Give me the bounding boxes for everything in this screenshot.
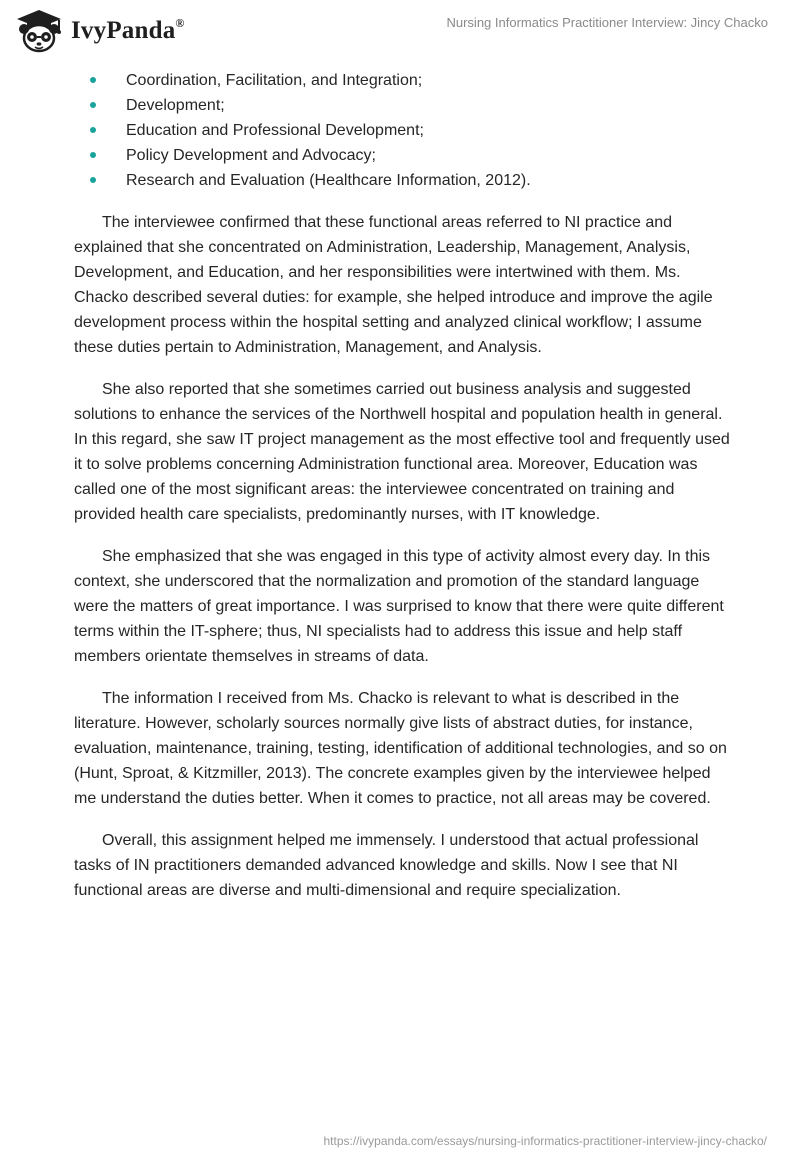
- ivypanda-logo[interactable]: [13, 9, 185, 53]
- paragraph: The interviewee confirmed that these functional areas referred to NI practice and explained that she concentrated on Administration, Leadership, Management, Analysis, Development, and Education, and her responsibilities were intertwined with them. Ms. Chacko described several duties: for example, she helped introduce and improve the agile development process within the hospital setting and analyzed clinical workflow; I assume these duties pertain to Administration, Management, and Analysis.: [74, 214, 713, 356]
- bullet-icon: [90, 77, 96, 83]
- source-url-link[interactable]: https://ivypanda.com/essays/nursing-informatics-practitioner-interview-jincy-chacko/: [323, 1134, 767, 1148]
- bullet-icon: [90, 177, 96, 183]
- list-item: Coordination, Facilitation, and Integration;: [74, 68, 734, 93]
- list-item: Development;: [74, 93, 734, 118]
- bullet-icon: [90, 152, 96, 158]
- list-item: Research and Evaluation (Healthcare Information, 2012).: [74, 168, 734, 193]
- brand-name: IvyPanda®: [71, 15, 185, 44]
- panda-graduate-icon: [13, 9, 65, 53]
- document-title: Nursing Informatics Practitioner Interview: Jincy Chacko: [446, 15, 768, 30]
- registered-mark: ®: [175, 15, 185, 30]
- paragraph: She emphasized that she was engaged in this type of activity almost every day. In this context, she underscored that the normalization and promotion of the standard language were the matters of great importance. I was surprised to know that there were quite different terms within the IT-sphere; thus, NI specialists had to address this issue and help staff members orientate themselves in streams of data.: [74, 548, 724, 665]
- paragraph: Overall, this assignment helped me immensely. I understood that actual professional tasks of IN practitioners demanded advanced knowledge and skills. Now I see that NI functional areas are diverse and multi-dimensional and require specialization.: [74, 832, 699, 899]
- paragraph: The information I received from Ms. Chacko is relevant to what is described in the literature. However, scholarly sources normally give lists of abstract duties, for instance, evaluation, maintenance, training, testing, identification of additional technologies, and so on (Hunt, Sproat, & Kitzmiller, 2013). The concrete examples given by the interviewee helped me understand the duties better. When it comes to practice, not all areas may be covered.: [74, 690, 727, 807]
- functional-areas-list: [74, 68, 734, 193]
- list-item: Education and Professional Development;: [74, 118, 734, 143]
- list-item: Policy Development and Advocacy;: [74, 143, 734, 168]
- page-header: [0, 0, 800, 60]
- essay-body: [74, 68, 734, 903]
- paragraph: She also reported that she sometimes carried out business analysis and suggested solutions to enhance the services of the Northwell hospital and population health in general. In this regard, she saw IT project management as the most effective tool and frequently used it to solve problems concerning Administration functional area. Moreover, Education was called one of the most significant areas: the interviewee concentrated on training and provided health care specialists, predominantly nurses, with IT knowledge.: [74, 381, 730, 523]
- bullet-icon: [90, 102, 96, 108]
- bullet-icon: [90, 127, 96, 133]
